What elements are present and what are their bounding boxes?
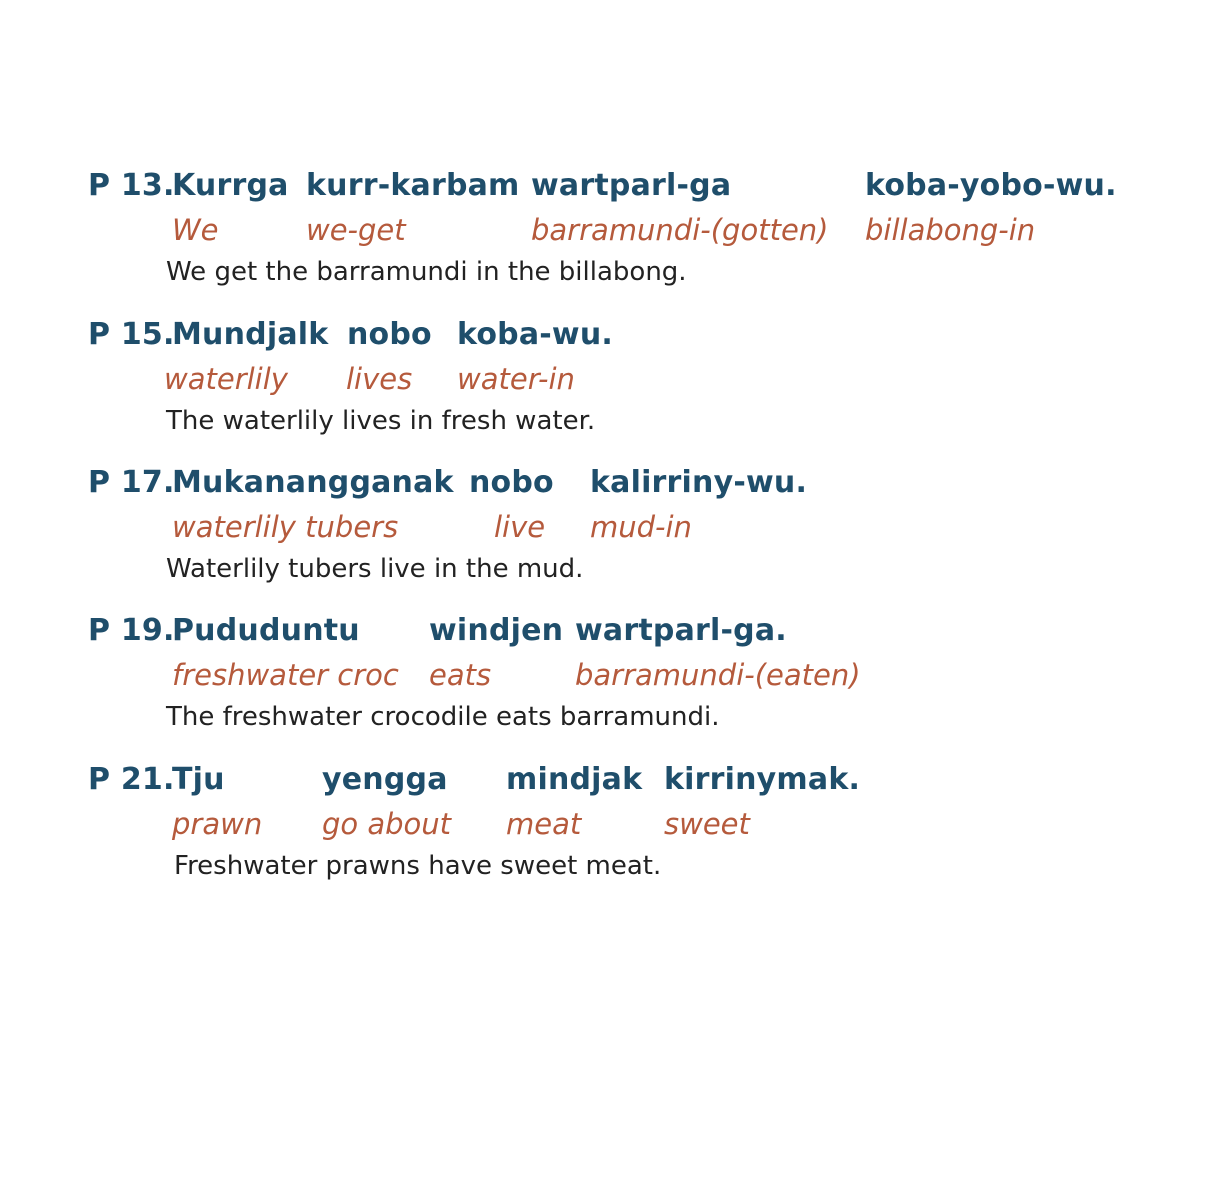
gloss-word: waterlily tubers — [172, 510, 399, 544]
english-translation: Freshwater prawns have sweet meat. — [174, 851, 662, 881]
language-word: yengga — [322, 762, 448, 797]
gloss-word: barramundi-(gotten) — [531, 213, 829, 247]
page-reference: P 17. — [88, 465, 175, 500]
gloss-word: We — [172, 213, 219, 247]
language-word: kirrinymak. — [664, 762, 861, 797]
page-reference: P 21. — [88, 762, 175, 797]
english-translation: The freshwater crocodile eats barramundi. — [166, 702, 720, 732]
page-reference: P 13. — [88, 168, 175, 203]
english-translation: We get the barramundi in the billabong. — [166, 257, 687, 287]
gloss-word: live — [494, 510, 546, 544]
language-word: koba-wu. — [457, 317, 613, 352]
page-reference: P 15. — [88, 317, 175, 352]
gloss-word: we-get — [306, 213, 406, 247]
language-word: windjen — [429, 613, 564, 648]
language-word: kurr-karbam — [306, 168, 520, 203]
english-translation: Waterlily tubers live in the mud. — [166, 554, 584, 584]
gloss-word: water-in — [457, 362, 575, 396]
gloss-word: meat — [506, 807, 582, 841]
gloss-word: go about — [322, 807, 452, 841]
gloss-word: freshwater croc — [172, 658, 399, 692]
gloss-word: lives — [346, 362, 413, 396]
page-reference: P 19. — [88, 613, 175, 648]
language-word: Mukanangganak — [172, 465, 454, 500]
language-word: wartparl-ga — [531, 168, 732, 203]
language-word: wartparl-ga. — [575, 613, 787, 648]
english-translation: The waterlily lives in fresh water. — [166, 406, 596, 436]
gloss-word: billabong-in — [865, 213, 1036, 247]
gloss-word: sweet — [664, 807, 750, 841]
gloss-word: waterlily — [164, 362, 288, 396]
language-word: Pududuntu — [172, 613, 360, 648]
language-word: Kurrga — [172, 168, 289, 203]
language-word: nobo — [347, 317, 432, 352]
language-word: Tju — [172, 762, 225, 797]
language-word: kalirriny-wu. — [590, 465, 808, 500]
gloss-word: eats — [429, 658, 492, 692]
gloss-word: mud-in — [590, 510, 692, 544]
gloss-word: prawn — [172, 807, 263, 841]
language-word: koba-yobo-wu. — [865, 168, 1117, 203]
language-word: nobo — [469, 465, 554, 500]
language-word: Mundjalk — [172, 317, 329, 352]
gloss-word: barramundi-(eaten) — [575, 658, 861, 692]
language-word: mindjak — [506, 762, 643, 797]
